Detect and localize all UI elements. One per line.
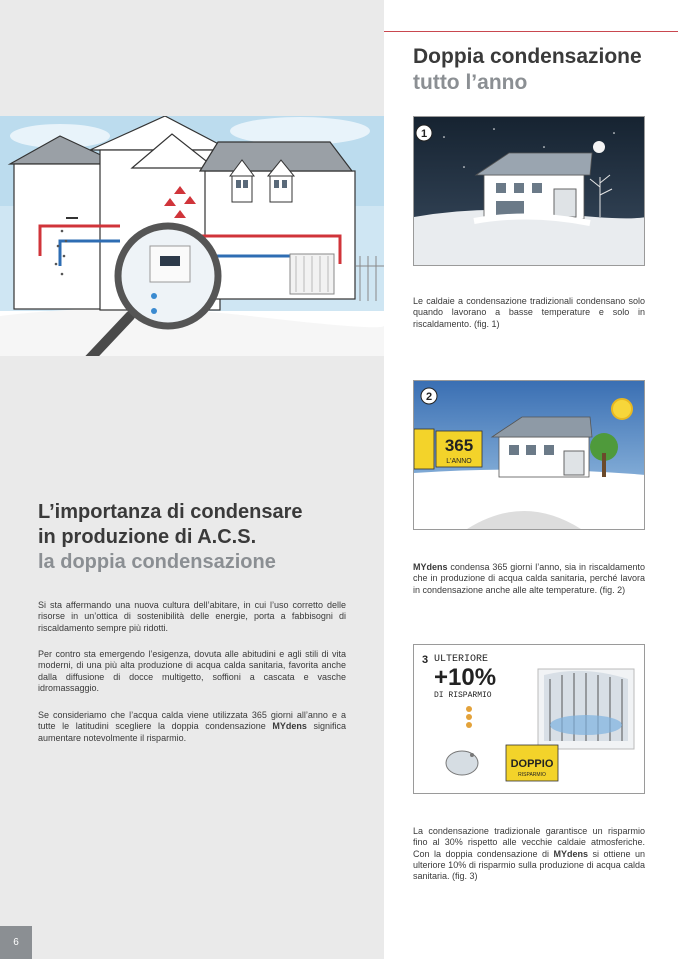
figure-2-summer-house [413,380,645,530]
body-paragraph-1: Si sta affermando una nuova cultura dell’abitare, in cui l’uso corretto delle risorse in un’ottica di sostenibilità delle energie, porta a fabbisogni di riscaldamento sempre più ridotti. [38,600,346,633]
figure-3-caption-part1: La condensazione tradizionale garantisce un risparmio fino al 30% rispetto alle vecchie caldaie atmosferiche. Con la doppia condensazione di [413,826,645,859]
figure-3-savings [413,644,645,794]
section-title [38,500,303,575]
header-rule [384,31,678,32]
figure-3-box-small: RISPARMIO [518,772,546,778]
page-title [413,44,642,96]
house-illustration [0,116,384,356]
figure-3-caption [413,826,645,882]
mydens-brand: MYdens [272,721,307,732]
figure-3-label-big: +10% [434,664,497,691]
figure-1-number: 1 [420,128,428,140]
page-title-line1: Doppia condensazione [413,45,642,68]
figure-2-caption-text: condensa 365 giorni l’anno, sia in riscaldamento che in produzione di acqua calda sanitaria, perché lavora in condensazione anche alle alte temperature. (fig. 2) [413,562,645,595]
section-subtitle: la doppia condensazione [38,551,276,573]
figure-3-caption-part2: si ottiene un ulteriore 10% di risparmio sulla produzione di acqua calda sanitaria. (fig. 3) [413,848,645,882]
figure-3-box-big: DOPPIO [510,758,554,770]
figure-3-number: 3 [422,654,429,666]
figure-3-label-sub: DI RISPARMIO [434,691,492,700]
page-title-line2: tutto l’anno [413,71,528,94]
figure-3-label-top: ULTERIORE [434,654,489,665]
figure-2-sign-sub: L'ANNO [446,458,472,465]
mydens-brand: MYdens [413,562,448,572]
figure-2-number: 2 [425,391,433,403]
page-number: 6 [0,926,32,959]
figure-2-sign-365: 365 [444,436,474,455]
mydens-brand: MYdens [553,848,589,859]
body-paragraph-3-part2: significa aumentare notevolmente il risparmio. [38,721,347,743]
body-paragraph-2: Per contro sta emergendo l’esigenza, dovuta alle abitudini e agli stili di vita moderni, di una più alta produzione di acqua calda sanitaria, favorita anche dalla diffusione di docce multigetto, soffioni a cascata e vasche idromassaggio. [38,649,346,694]
section-title-line2: in produzione di A.C.S. [38,526,257,548]
body-paragraph-3 [38,710,346,744]
section-title-line1: L’importanza di condensare [38,501,303,523]
figure-1-winter-house [413,116,645,266]
figure-2-caption [413,562,645,596]
figure-1-caption: Le caldaie a condensazione tradizionali condensano solo quando lavorano a basse temperature e solo in riscaldamento. (fig. 1) [413,296,645,329]
body-paragraph-3-part1: Se consideriamo che l’acqua calda viene utilizzata 365 giorni all’anno e a tutte le latitudini scegliere la doppia condensazione [38,710,346,732]
